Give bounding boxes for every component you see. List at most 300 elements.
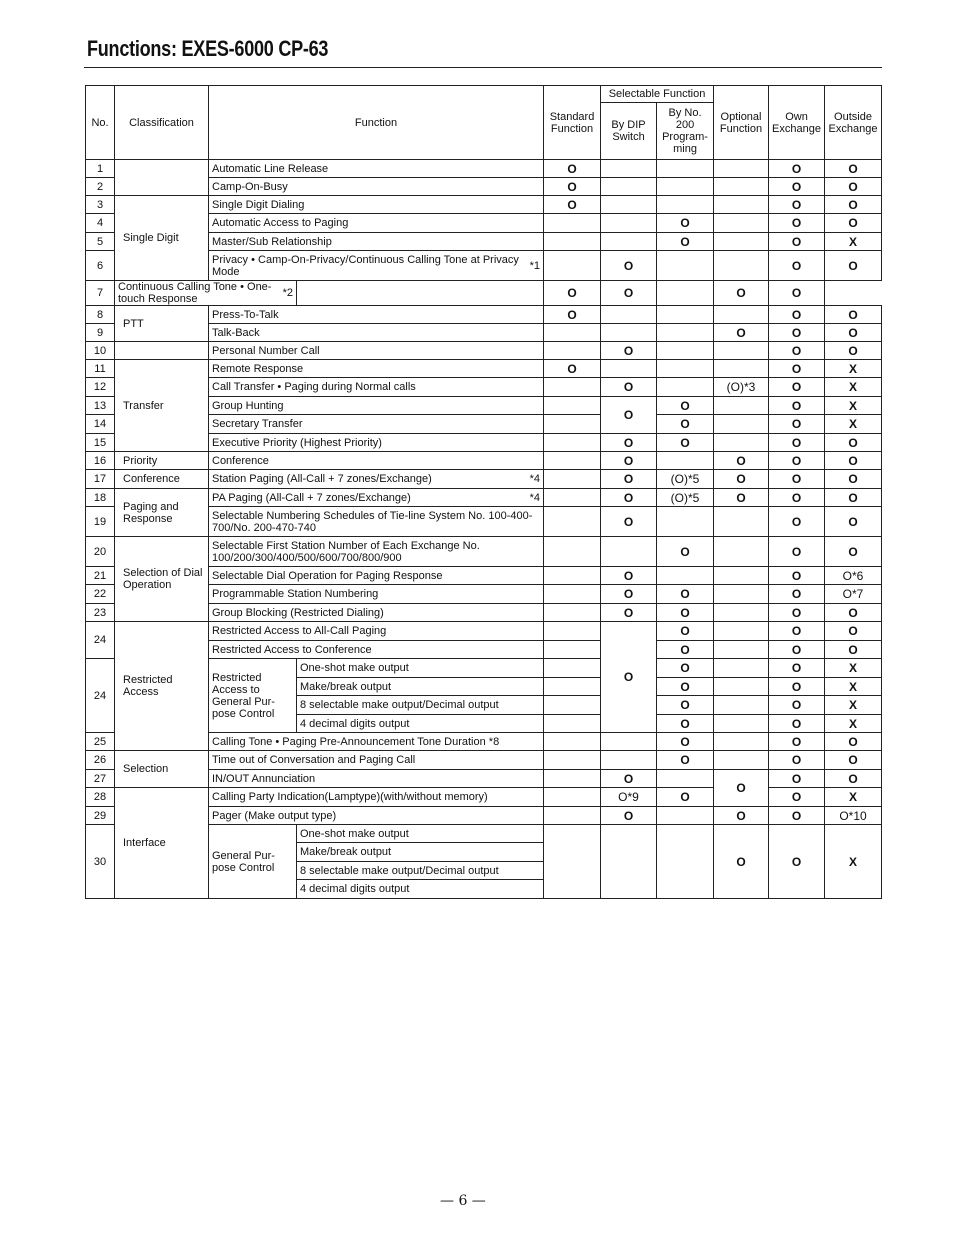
row-number: 13: [86, 397, 115, 415]
row-number: 14: [86, 415, 115, 434]
outside-exchange-mark: O: [825, 489, 882, 507]
function-cell: [209, 342, 544, 360]
dip-mark: O: [601, 585, 657, 604]
dip-mark: [601, 233, 657, 251]
classification-cell: Interface: [115, 788, 209, 899]
function-label: Pager (Make output type): [212, 809, 337, 822]
function-label: Continuous Calling Tone • One-touch Response: [118, 281, 272, 305]
outside-exchange-mark: O: [825, 604, 882, 622]
row-number: 24: [86, 622, 115, 659]
dip-mark: O: [601, 807, 657, 825]
function-cell: [209, 567, 544, 585]
own-exchange-mark: O: [769, 696, 825, 715]
optional-mark: O: [714, 807, 769, 825]
optional-mark: O: [714, 324, 769, 342]
outside-exchange-mark: O: [825, 641, 882, 659]
dip-mark: O: [601, 434, 657, 452]
outside-exchange-mark: O: [825, 196, 882, 214]
function-cell: [209, 788, 544, 807]
classification-cell: Restricted Access: [115, 622, 209, 751]
table-row: [86, 489, 882, 507]
function-cell: [209, 378, 544, 397]
function-cell: [209, 178, 544, 196]
function-cell: [209, 233, 544, 251]
prog-mark: [657, 770, 714, 788]
function-cell: Make/break output: [297, 843, 544, 862]
own-exchange-mark: O: [769, 306, 825, 324]
optional-mark: O: [714, 470, 769, 489]
optional-mark: [714, 537, 769, 567]
row-number: 28: [86, 788, 115, 807]
standard-mark: [544, 825, 601, 899]
outside-exchange-mark: O: [825, 537, 882, 567]
function-label: Restricted Access to All-Call Paging: [212, 625, 387, 637]
function-label: Calling Tone • Paging Pre-Announcement Tone Duration *8: [212, 735, 500, 748]
outside-exchange-mark: O: [825, 306, 882, 324]
outside-exchange-mark: X: [825, 678, 882, 696]
row-number: 16: [86, 452, 115, 470]
outside-exchange-mark: O*6: [825, 567, 882, 585]
own-exchange-mark: O: [769, 788, 825, 807]
optional-mark: O: [714, 489, 769, 507]
table-row: [86, 342, 882, 360]
own-exchange-mark: O: [769, 397, 825, 415]
optional-mark: [714, 306, 769, 324]
optional-mark: [714, 659, 769, 678]
prog-mark: [657, 360, 714, 378]
function-label: Call Transfer • Paging during Normal calls: [212, 381, 416, 393]
own-exchange-mark: O: [769, 233, 825, 251]
own-exchange-mark: O: [769, 324, 825, 342]
row-number: 26: [86, 751, 115, 770]
standard-mark: [544, 807, 601, 825]
standard-mark: [297, 281, 544, 306]
classification-cell: Single Digit: [115, 196, 209, 281]
function-label: Station Paging (All-Call + 7 zones/Exchange): [212, 473, 432, 485]
prog-mark: O: [657, 537, 714, 567]
prog-mark: O: [657, 415, 714, 434]
function-cell: [209, 733, 544, 751]
standard-mark: [544, 537, 601, 567]
function-cell: [209, 397, 544, 415]
prog-mark: O: [657, 788, 714, 807]
subgroup-cell: Restricted Access to General Pur- pose Control: [209, 659, 297, 733]
function-label: Privacy • Camp-On-Privacy/Continuous Calling Tone at Privacy Mode: [212, 253, 519, 278]
dip-mark: [601, 160, 657, 178]
outside-exchange-mark: O: [825, 452, 882, 470]
function-cell: Make/break output: [297, 678, 544, 696]
row-number: 2: [86, 178, 115, 196]
prog-mark: [657, 196, 714, 214]
outside-exchange-mark: X: [825, 788, 882, 807]
classification-cell: Priority: [115, 452, 209, 470]
row-number: 22: [86, 585, 115, 604]
own-exchange-mark: O: [769, 251, 825, 281]
function-label: Calling Party Indication(Lamptype)(with/without memory): [212, 791, 488, 803]
standard-mark: [544, 397, 601, 415]
standard-mark: [544, 733, 601, 751]
header-standard: Standard Function: [544, 86, 601, 160]
function-cell: 8 selectable make output/Decimal output: [297, 862, 544, 880]
header-outside: Outside Exchange: [825, 86, 882, 160]
table-row: [86, 622, 882, 641]
optional-mark: [714, 715, 769, 733]
standard-mark: [544, 507, 601, 537]
function-cell: [209, 507, 544, 537]
standard-mark: [544, 751, 601, 770]
prog-mark: [657, 342, 714, 360]
function-cell: [209, 622, 544, 641]
row-number: 4: [86, 214, 115, 233]
optional-mark: [714, 196, 769, 214]
title-rule: [84, 67, 882, 68]
row-number: 30: [86, 825, 115, 899]
prog-mark: O: [657, 641, 714, 659]
prog-mark: (O)*5: [657, 489, 714, 507]
outside-exchange-mark: X: [825, 233, 882, 251]
function-label: Group Blocking (Restricted Dialing): [212, 606, 384, 619]
dip-mark: O: [601, 251, 657, 281]
optional-mark: [714, 733, 769, 751]
standard-mark: [544, 233, 601, 251]
classification-cell: PTT: [115, 306, 209, 342]
dip-mark: [601, 178, 657, 196]
dip-mark: O: [601, 567, 657, 585]
standard-mark: [544, 678, 601, 696]
prog-mark: O: [657, 715, 714, 733]
dip-mark: O: [601, 622, 657, 733]
function-cell: 4 decimal digits output: [297, 715, 544, 733]
prog-mark: [657, 324, 714, 342]
row-number: 1: [86, 160, 115, 178]
optional-mark: [714, 641, 769, 659]
standard-mark: [544, 622, 601, 641]
row-number: 25: [86, 733, 115, 751]
own-exchange-mark: O: [769, 434, 825, 452]
standard-mark: [544, 489, 601, 507]
standard-mark: [544, 641, 601, 659]
optional-mark: [657, 281, 714, 306]
function-note: *4: [529, 491, 541, 504]
function-label: Automatic Access to Paging: [212, 217, 349, 229]
standard-mark: O: [544, 360, 601, 378]
standard-mark: [544, 788, 601, 807]
classification-cell: Transfer: [115, 360, 209, 452]
function-label: One-shot make output: [300, 662, 409, 674]
outside-exchange-mark: X: [825, 696, 882, 715]
function-cell: [297, 659, 544, 678]
outside-exchange-mark: O: [825, 507, 882, 537]
outside-exchange-mark: O: [825, 751, 882, 770]
prog-mark: [657, 378, 714, 397]
function-cell: [209, 537, 544, 567]
own-exchange-mark: O: [769, 360, 825, 378]
outside-exchange-mark: O: [825, 251, 882, 281]
standard-mark: [544, 251, 601, 281]
prog-mark: O: [657, 751, 714, 770]
optional-mark: [714, 604, 769, 622]
function-cell: [209, 196, 544, 214]
prog-mark: [657, 160, 714, 178]
function-label: Group Hunting: [212, 399, 284, 412]
prog-mark: O: [657, 604, 714, 622]
outside-exchange-mark: X: [825, 659, 882, 678]
row-number: 24: [86, 659, 115, 733]
classification-cell: [115, 342, 209, 360]
own-exchange-mark: O: [769, 342, 825, 360]
optional-mark: [714, 622, 769, 641]
dip-mark: O: [601, 470, 657, 489]
standard-mark: [544, 470, 601, 489]
function-label: Automatic Line Release: [212, 162, 329, 175]
function-cell: [209, 306, 544, 324]
own-exchange-mark: O: [769, 537, 825, 567]
own-exchange-mark: O: [769, 751, 825, 770]
dip-mark: [601, 306, 657, 324]
row-number: 29: [86, 807, 115, 825]
table-row: [86, 196, 882, 214]
outside-exchange-mark: O: [825, 733, 882, 751]
own-exchange-mark: O: [769, 196, 825, 214]
own-exchange-mark: O: [769, 585, 825, 604]
row-number: 21: [86, 567, 115, 585]
optional-mark: [714, 214, 769, 233]
outside-exchange-mark: X: [825, 378, 882, 397]
optional-mark: [714, 360, 769, 378]
outside-exchange-mark: O*10: [825, 807, 882, 825]
dip-mark: O*9: [601, 788, 657, 807]
optional-mark: [714, 696, 769, 715]
outside-exchange-mark: O: [825, 770, 882, 788]
row-number: 12: [86, 378, 115, 397]
prog-mark: [657, 507, 714, 537]
page-title: Functions: EXES-6000 CP-63: [87, 36, 329, 61]
row-number: 19: [86, 507, 115, 537]
dip-mark: [601, 733, 657, 751]
optional-mark: [714, 397, 769, 415]
row-number: 6: [86, 251, 115, 281]
classification-cell: Conference: [115, 470, 209, 489]
function-label: Press-To-Talk: [212, 308, 279, 321]
dip-mark: O: [601, 507, 657, 537]
function-cell: [209, 470, 544, 489]
own-exchange-mark: O: [769, 567, 825, 585]
optional-mark: [714, 160, 769, 178]
dip-mark: [601, 196, 657, 214]
own-exchange-mark: O: [769, 715, 825, 733]
standard-mark: [544, 342, 601, 360]
outside-exchange-mark: X: [825, 715, 882, 733]
standard-mark: [544, 567, 601, 585]
dip-mark: [601, 360, 657, 378]
own-exchange-mark: O: [769, 214, 825, 233]
row-number: 15: [86, 434, 115, 452]
prog-mark: [657, 306, 714, 324]
function-cell: 8 selectable make output/Decimal output: [297, 696, 544, 715]
classification-cell: Selection of Dial Operation: [115, 537, 209, 622]
standard-mark: [544, 715, 601, 733]
prog-mark: O: [657, 434, 714, 452]
optional-mark: [714, 567, 769, 585]
header-selectable: Selectable Function: [601, 86, 714, 103]
outside-exchange-mark: O: [825, 622, 882, 641]
table-row: [86, 452, 882, 470]
standard-mark: [544, 324, 601, 342]
header-classification: Classification: [115, 86, 209, 160]
dip-mark: [601, 324, 657, 342]
standard-mark: O: [544, 306, 601, 324]
function-cell: [209, 489, 544, 507]
own-exchange-mark: O: [769, 470, 825, 489]
function-label: Camp-On-Busy: [212, 180, 288, 193]
function-cell: [209, 434, 544, 452]
outside-exchange-mark: X: [825, 360, 882, 378]
optional-mark: [714, 678, 769, 696]
row-number: 18: [86, 489, 115, 507]
function-cell: [209, 251, 544, 281]
function-label: Talk-Back: [212, 326, 260, 339]
optional-mark: [714, 751, 769, 770]
table-row: [86, 360, 882, 378]
standard-mark: O: [544, 196, 601, 214]
row-number: 5: [86, 233, 115, 251]
table-row: [86, 470, 882, 489]
row-number: 9: [86, 324, 115, 342]
function-cell: [209, 751, 544, 770]
row-number: 3: [86, 196, 115, 214]
dip-mark: O: [601, 378, 657, 397]
table-row: [86, 160, 882, 178]
outside-exchange-mark: X: [825, 397, 882, 415]
own-exchange-mark: O: [769, 641, 825, 659]
outside-exchange-mark: O: [825, 214, 882, 233]
function-note: *4: [529, 473, 541, 485]
prog-mark: [657, 825, 714, 899]
row-number: 20: [86, 537, 115, 567]
own-exchange-mark: O: [714, 281, 769, 306]
function-label: Master/Sub Relationship: [212, 235, 332, 248]
optional-mark: [714, 251, 769, 281]
prog-mark: O: [657, 622, 714, 641]
optional-mark: [714, 233, 769, 251]
prog-mark: O: [657, 397, 714, 415]
prog-mark: [657, 178, 714, 196]
function-label: One-shot make output: [300, 827, 409, 840]
prog-mark: O: [657, 585, 714, 604]
standard-mark: [544, 659, 601, 678]
prog-mark: (O)*5: [657, 470, 714, 489]
optional-mark: [714, 415, 769, 434]
prog-mark: [657, 567, 714, 585]
dip-mark: [601, 825, 657, 899]
page-number: — 6 —: [440, 1193, 486, 1209]
function-cell: [209, 160, 544, 178]
classification-cell: Selection: [115, 751, 209, 788]
standard-mark: [544, 585, 601, 604]
dip-mark: O: [601, 342, 657, 360]
row-number: 11: [86, 360, 115, 378]
function-label: Personal Number Call: [212, 344, 320, 357]
function-cell: [209, 807, 544, 825]
outside-exchange-mark: O: [825, 434, 882, 452]
function-label: Time out of Conversation and Paging Call: [212, 754, 416, 766]
header-no: No.: [86, 86, 115, 160]
function-cell: [209, 452, 544, 470]
function-cell: [209, 585, 544, 604]
optional-mark: O: [714, 825, 769, 899]
dip-mark: [601, 537, 657, 567]
own-exchange-mark: O: [769, 659, 825, 678]
own-exchange-mark: O: [769, 807, 825, 825]
outside-exchange-mark: O: [825, 178, 882, 196]
function-label: IN/OUT Annunciation: [212, 772, 316, 785]
standard-mark: [544, 696, 601, 715]
header-function: Function: [209, 86, 544, 160]
own-exchange-mark: O: [769, 604, 825, 622]
prog-mark: [657, 452, 714, 470]
function-label: Restricted Access to Conference: [212, 643, 372, 656]
optional-mark: [714, 507, 769, 537]
functions-table: [85, 85, 882, 899]
row-number: 10: [86, 342, 115, 360]
prog-mark: O: [657, 214, 714, 233]
own-exchange-mark: O: [769, 622, 825, 641]
header-optional: Optional Function: [714, 86, 769, 160]
own-exchange-mark: O: [769, 378, 825, 397]
own-exchange-mark: O: [769, 160, 825, 178]
prog-mark: O: [657, 659, 714, 678]
standard-mark: [544, 214, 601, 233]
standard-mark: [544, 434, 601, 452]
table-row: [86, 281, 882, 306]
row-number: 8: [86, 306, 115, 324]
function-label: Selectable Numbering Schedules of Tie-line System No. 100-400-700/No. 200-470-740: [212, 509, 533, 534]
own-exchange-mark: O: [769, 415, 825, 434]
function-cell: [209, 770, 544, 788]
own-exchange-mark: O: [769, 507, 825, 537]
dip-mark: [601, 214, 657, 233]
dip-mark: O: [601, 770, 657, 788]
row-number: 17: [86, 470, 115, 489]
function-cell: [209, 415, 544, 434]
function-label: PA Paging (All-Call + 7 zones/Exchange): [212, 491, 411, 504]
function-cell: [209, 324, 544, 342]
function-cell: [297, 825, 544, 843]
outside-exchange-mark: O: [825, 470, 882, 489]
own-exchange-mark: O: [769, 178, 825, 196]
function-label: Selectable Dial Operation for Paging Response: [212, 569, 443, 582]
row-number: 7: [86, 281, 115, 306]
dip-mark: O: [601, 452, 657, 470]
outside-exchange-mark: O: [825, 324, 882, 342]
function-cell: [115, 281, 297, 306]
function-label: Single Digit Dialing: [212, 198, 305, 211]
standard-mark: O: [544, 160, 601, 178]
function-label: Selectable First Station Number of Each Exchange No. 100/200/300/400/500/600/700/800/900: [212, 539, 480, 564]
table-row: [86, 537, 882, 567]
prog-mark: [657, 807, 714, 825]
function-cell: 4 decimal digits output: [297, 880, 544, 899]
optional-mark: O: [714, 770, 769, 807]
subgroup-cell: General Pur- pose Control: [209, 825, 297, 899]
prog-mark: O: [657, 733, 714, 751]
outside-exchange-mark: O: [825, 342, 882, 360]
standard-mark: O: [544, 178, 601, 196]
function-cell: [209, 604, 544, 622]
function-label: Remote Response: [212, 362, 304, 375]
table-row: [86, 306, 882, 324]
optional-mark: [714, 178, 769, 196]
